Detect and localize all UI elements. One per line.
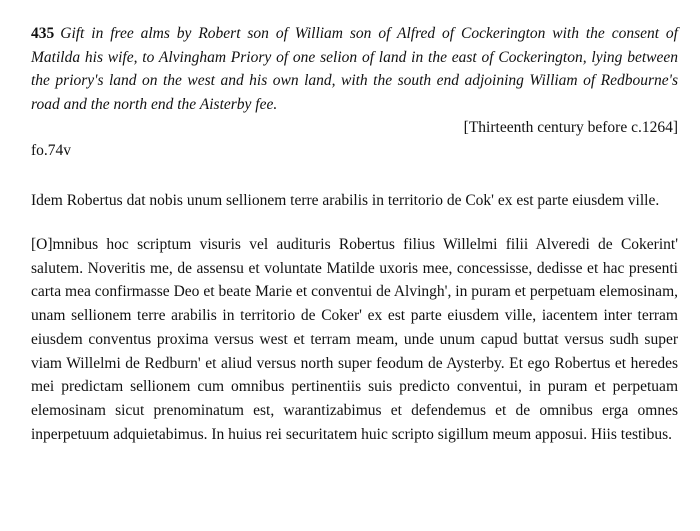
charter-text: [O]mnibus hoc scriptum visuris vel audituris Robertus filius Willelmi filii Alveredi de Cokerint' salutem. Noveritis me, de assensu et voluntate Matilde uxoris mee, concessisse, dedisse et hac presenti carta mea confirmasse Deo et beate Marie et conventui de Alvingh', in puram et perpetuam elemosinam, unam sellionem terre arabilis in territorio de Coker' ex est parte eiusdem ville, iacentem inter terram eiusdem conventus proxima versus west et terram meam, unde unum capud buttat versus sudh super viam Willelmi de Redburn' et aliud versus north super feodum de Aysterby. Et ego Robertus et heredes mei predictam sellionem cum omnibus pertinentiis suis predicto conventui, in puram et perpetuam elemosinam sicut prenominatum est, warantizabimus et defendemus et de omnibus erga omnes inperpetuum adquietabimus. In huius rei securitatem huic scripto sigillum meum apposui. Hiis testibus. [31, 236, 678, 443]
entry-summary-text: Gift in free alms by Robert son of William son of Alfred of Cockerington with the consent of Matilda his wife, to Alvingham Priory of one selion of land in the east of Cockerington, lying between the priory's land on the west and his own land, with the south end adjoining William of Redbourne's road and the north end the Aisterby fee. [31, 25, 678, 113]
entry-dating: [Thirteenth century before c.1264] [463, 119, 678, 136]
entry-number: 435 [31, 25, 55, 42]
entry-summary [31, 22, 678, 116]
folio-reference: fo.74v [31, 142, 72, 159]
rubric-incipit: Idem Robertus dat nobis unum sellionem terre arabilis in territorio de Cok' ex est parte eiusdem ville. [31, 192, 660, 209]
